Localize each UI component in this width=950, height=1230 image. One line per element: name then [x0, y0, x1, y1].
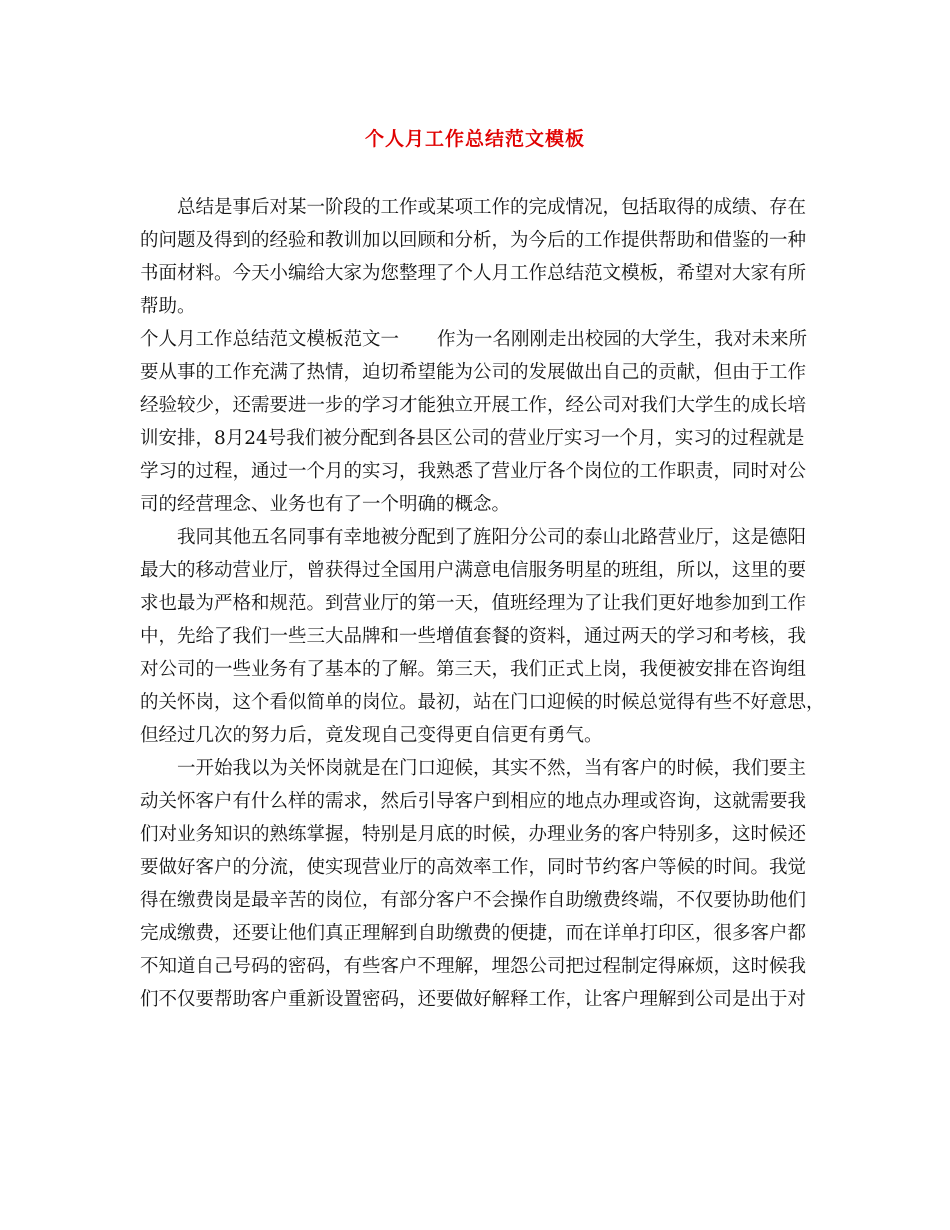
body-line: 书面材料。今天小编给大家为您整理了个人月工作总结范文模板，希望对大家有所 — [140, 263, 807, 284]
document-title: 个人月工作总结范文模板 — [364, 128, 585, 150]
body-line: 经验较少，还需要进一步的学习才能独立开展工作，经公司对我们大学生的成长培 — [140, 395, 807, 416]
body-line: 的问题及得到的经验和教训加以回顾和分析，为今后的工作提供帮助和借鉴的一种 — [140, 230, 807, 251]
body-line: 们不仅要帮助客户重新设置密码，还要做好解释工作，让客户理解到公司是出于对 — [140, 989, 807, 1010]
body-line: 中，先给了我们一些三大品牌和一些增值套餐的资料，通过两天的学习和考核，我 — [140, 626, 807, 647]
body-line: 训安排，8月24号我们被分配到各县区公司的营业厅实习一个月，实习的过程就是 — [140, 428, 805, 449]
body-line: 帮助。 — [140, 296, 196, 317]
body-line: 动关怀客户有什么样的需求，然后引导客户到相应的地点办理或咨询，这就需要我 — [140, 791, 807, 812]
body-line: 完成缴费，还要让他们真正理解到自助缴费的便捷，而在详单打印区，很多客户都 — [140, 923, 807, 944]
section-heading: 个人月工作总结范文模板范文一 — [140, 329, 400, 350]
body-line: 要做好客户的分流，使实现营业厅的高效率工作，同时节约客户等候的时间。我觉 — [140, 857, 807, 878]
body-line: 总结是事后对某一阶段的工作或某项工作的完成情况，包括取得的成绩、存在 — [177, 197, 807, 218]
body-line: 一开始我以为关怀岗就是在门口迎候，其实不然，当有客户的时候，我们要主 — [177, 758, 807, 779]
body-line: 司的经营理念、业务也有了一个明确的概念。 — [140, 494, 511, 515]
body-line: 对公司的一些业务有了基本的了解。第三天，我们正式上岗，我便被安排在咨询组 — [140, 659, 807, 680]
body-line: 们对业务知识的熟练掌握，特别是月底的时候，办理业务的客户特别多，这时候还 — [140, 824, 807, 845]
body-line: 不知道自己号码的密码，有些客户不理解，埋怨公司把过程制定得麻烦，这时候我 — [140, 956, 807, 977]
body-line: 我同其他五名同事有幸地被分配到了旌阳分公司的泰山北路营业厅，这是德阳 — [177, 527, 807, 548]
body-line: 最大的移动营业厅，曾获得过全国用户满意电信服务明星的班组，所以，这里的要 — [140, 560, 807, 581]
body-line-heading — [140, 323, 820, 356]
section-first-sentence: 作为一名刚刚走出校园的大学生，我对未来所 — [437, 329, 808, 350]
body-line: 的关怀岗，这个看似简单的岗位。最初，站在门口迎候的时候总觉得有些不好意思， — [140, 692, 825, 713]
body-line: 要从事的工作充满了热情，迫切希望能为公司的发展做出自己的贡献，但由于工作 — [140, 362, 807, 383]
document-body — [140, 191, 825, 1016]
body-line: 但经过几次的努力后，竟发现自己变得更自信更有勇气。 — [140, 725, 603, 746]
body-line: 求也最为严格和规范。到营业厅的第一天，值班经理为了让我们更好地参加到工作 — [140, 593, 807, 614]
body-line: 学习的过程，通过一个月的实习，我熟悉了营业厅各个岗位的工作职责，同时对公 — [140, 461, 807, 482]
body-line: 得在缴费岗是最辛苦的岗位，有部分客户不会操作自助缴费终端，不仅要协助他们 — [140, 890, 807, 911]
